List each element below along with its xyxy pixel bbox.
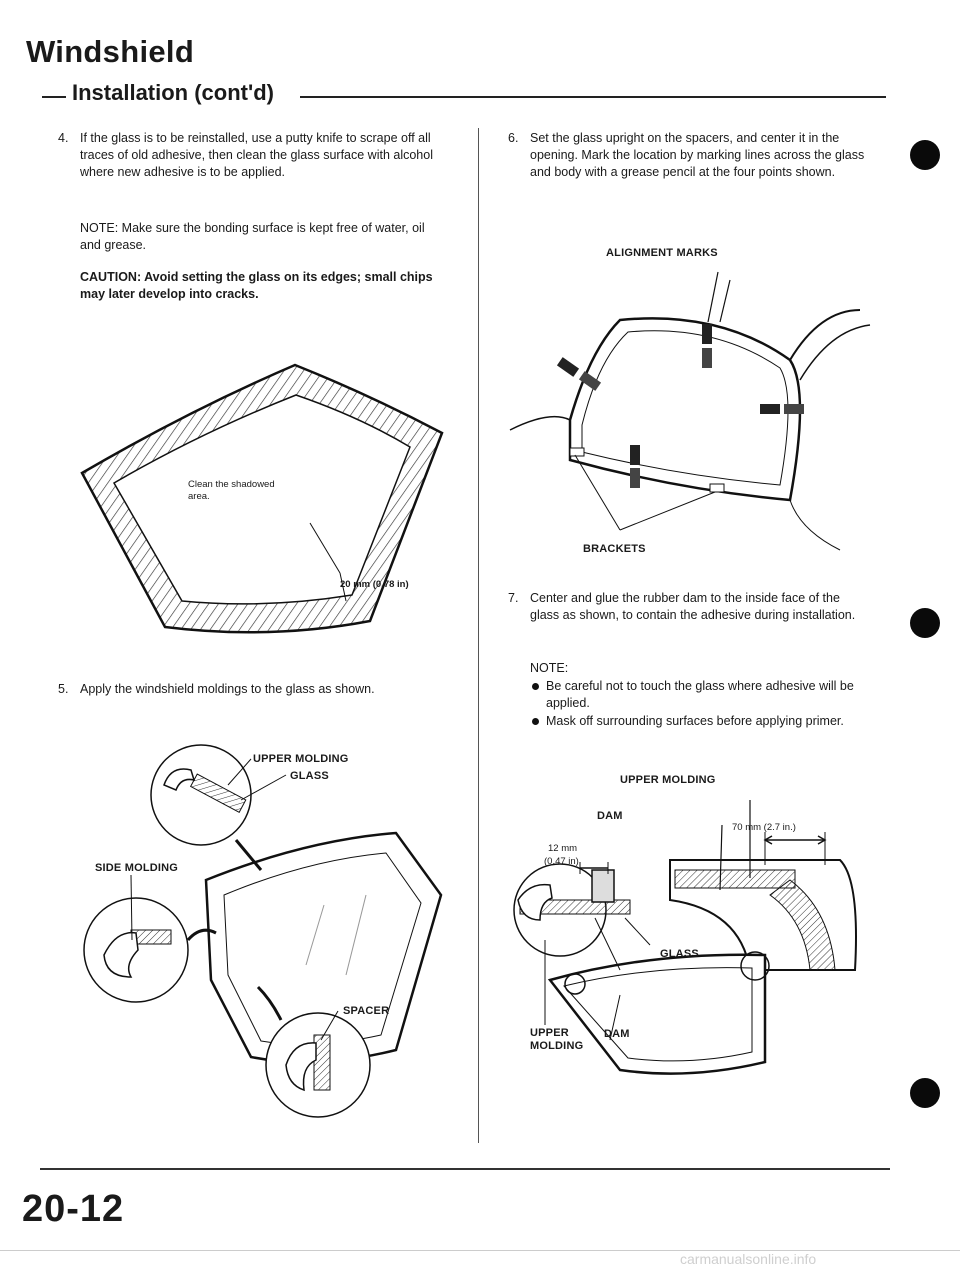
- step-4: [58, 130, 446, 202]
- dim-12mm-imperial-label: (0.47 in): [544, 856, 579, 867]
- note-bonding: NOTE: Make sure the bonding surface is kept free of water, oil and grease.: [80, 221, 425, 252]
- step-text: If the glass is to be reinstalled, use a putty knife to scrape off all traces of old adhesive, then clean the glass surface with alcohol where new adhesive is to be applied.: [80, 131, 433, 179]
- spacer-label: SPACER: [343, 1005, 390, 1017]
- section-rule: [300, 96, 886, 98]
- dimension-label: 20 mm (0.78 in): [340, 579, 409, 590]
- step-7: [508, 590, 866, 642]
- step-text: Apply the windshield moldings to the glass as shown.: [80, 682, 375, 696]
- glass-cleaning-figure: [70, 355, 450, 655]
- section-rule: [42, 96, 66, 98]
- side-molding-label: SIDE MOLDING: [95, 862, 179, 874]
- bullet-text: Mask off surrounding surfaces before applying primer.: [546, 714, 844, 728]
- binder-hole: [910, 608, 940, 638]
- note-heading: NOTE:: [530, 661, 569, 675]
- alignment-marks-label: ALIGNMENT MARKS: [606, 247, 718, 259]
- step-number: 6.: [508, 131, 519, 145]
- dim-12mm-label: 12 mm: [548, 843, 578, 854]
- upper-molding-bottom-label-line1: UPPER: [530, 1027, 569, 1039]
- page-title: Windshield: [26, 34, 195, 69]
- section-title: Installation (cont'd): [72, 80, 274, 105]
- watermark: carmanualsonline.info: [680, 1251, 817, 1267]
- note-bullets: [530, 678, 868, 731]
- step-text: Set the glass upright on the spacers, and center it in the opening. Mark the location by marking lines across the glass and body with a grease pencil at the four points shown.: [530, 131, 865, 179]
- column-divider: [478, 128, 479, 1143]
- list-item: [530, 678, 868, 712]
- step-5: [58, 681, 446, 701]
- step-number: 7.: [508, 591, 519, 605]
- bullet-icon: [532, 683, 539, 690]
- binder-hole: [910, 1078, 940, 1108]
- glass-label: GLASS: [290, 770, 329, 782]
- alignment-marks-figure: [500, 240, 880, 560]
- page-number: 20-12: [22, 1188, 125, 1230]
- clean-area-label-line1: Clean the shadowed: [188, 479, 275, 490]
- clean-area-label-line2: area.: [188, 491, 210, 502]
- bullet-icon: [532, 718, 539, 725]
- caution-text: CAUTION: Avoid setting the glass on its edges; small chips may later develop into cracks.: [80, 270, 433, 301]
- dam-top-label: DAM: [597, 810, 623, 822]
- brackets-label: BRACKETS: [583, 543, 646, 555]
- upper-molding-label: UPPER MOLDING: [253, 753, 349, 765]
- bullet-text: Be careful not to touch the glass where adhesive will be applied.: [546, 679, 854, 710]
- binder-hole: [910, 140, 940, 170]
- upper-molding-bottom-label-line2: MOLDING: [530, 1040, 584, 1052]
- dam-bottom-label: DAM: [604, 1028, 630, 1040]
- moldings-figure: [76, 745, 456, 1135]
- step-number: 4.: [58, 131, 69, 145]
- step-6: [508, 130, 866, 200]
- step-number: 5.: [58, 682, 69, 696]
- step-text: Center and glue the rubber dam to the inside face of the glass as shown, to contain the adhesive during installation.: [530, 591, 856, 622]
- glass-label: GLASS: [660, 948, 699, 960]
- list-item: [530, 713, 868, 730]
- upper-molding-top-label: UPPER MOLDING: [620, 774, 716, 786]
- bottom-rule: [40, 1168, 890, 1170]
- dim-70mm-label: 70 mm (2.7 in.): [732, 822, 796, 833]
